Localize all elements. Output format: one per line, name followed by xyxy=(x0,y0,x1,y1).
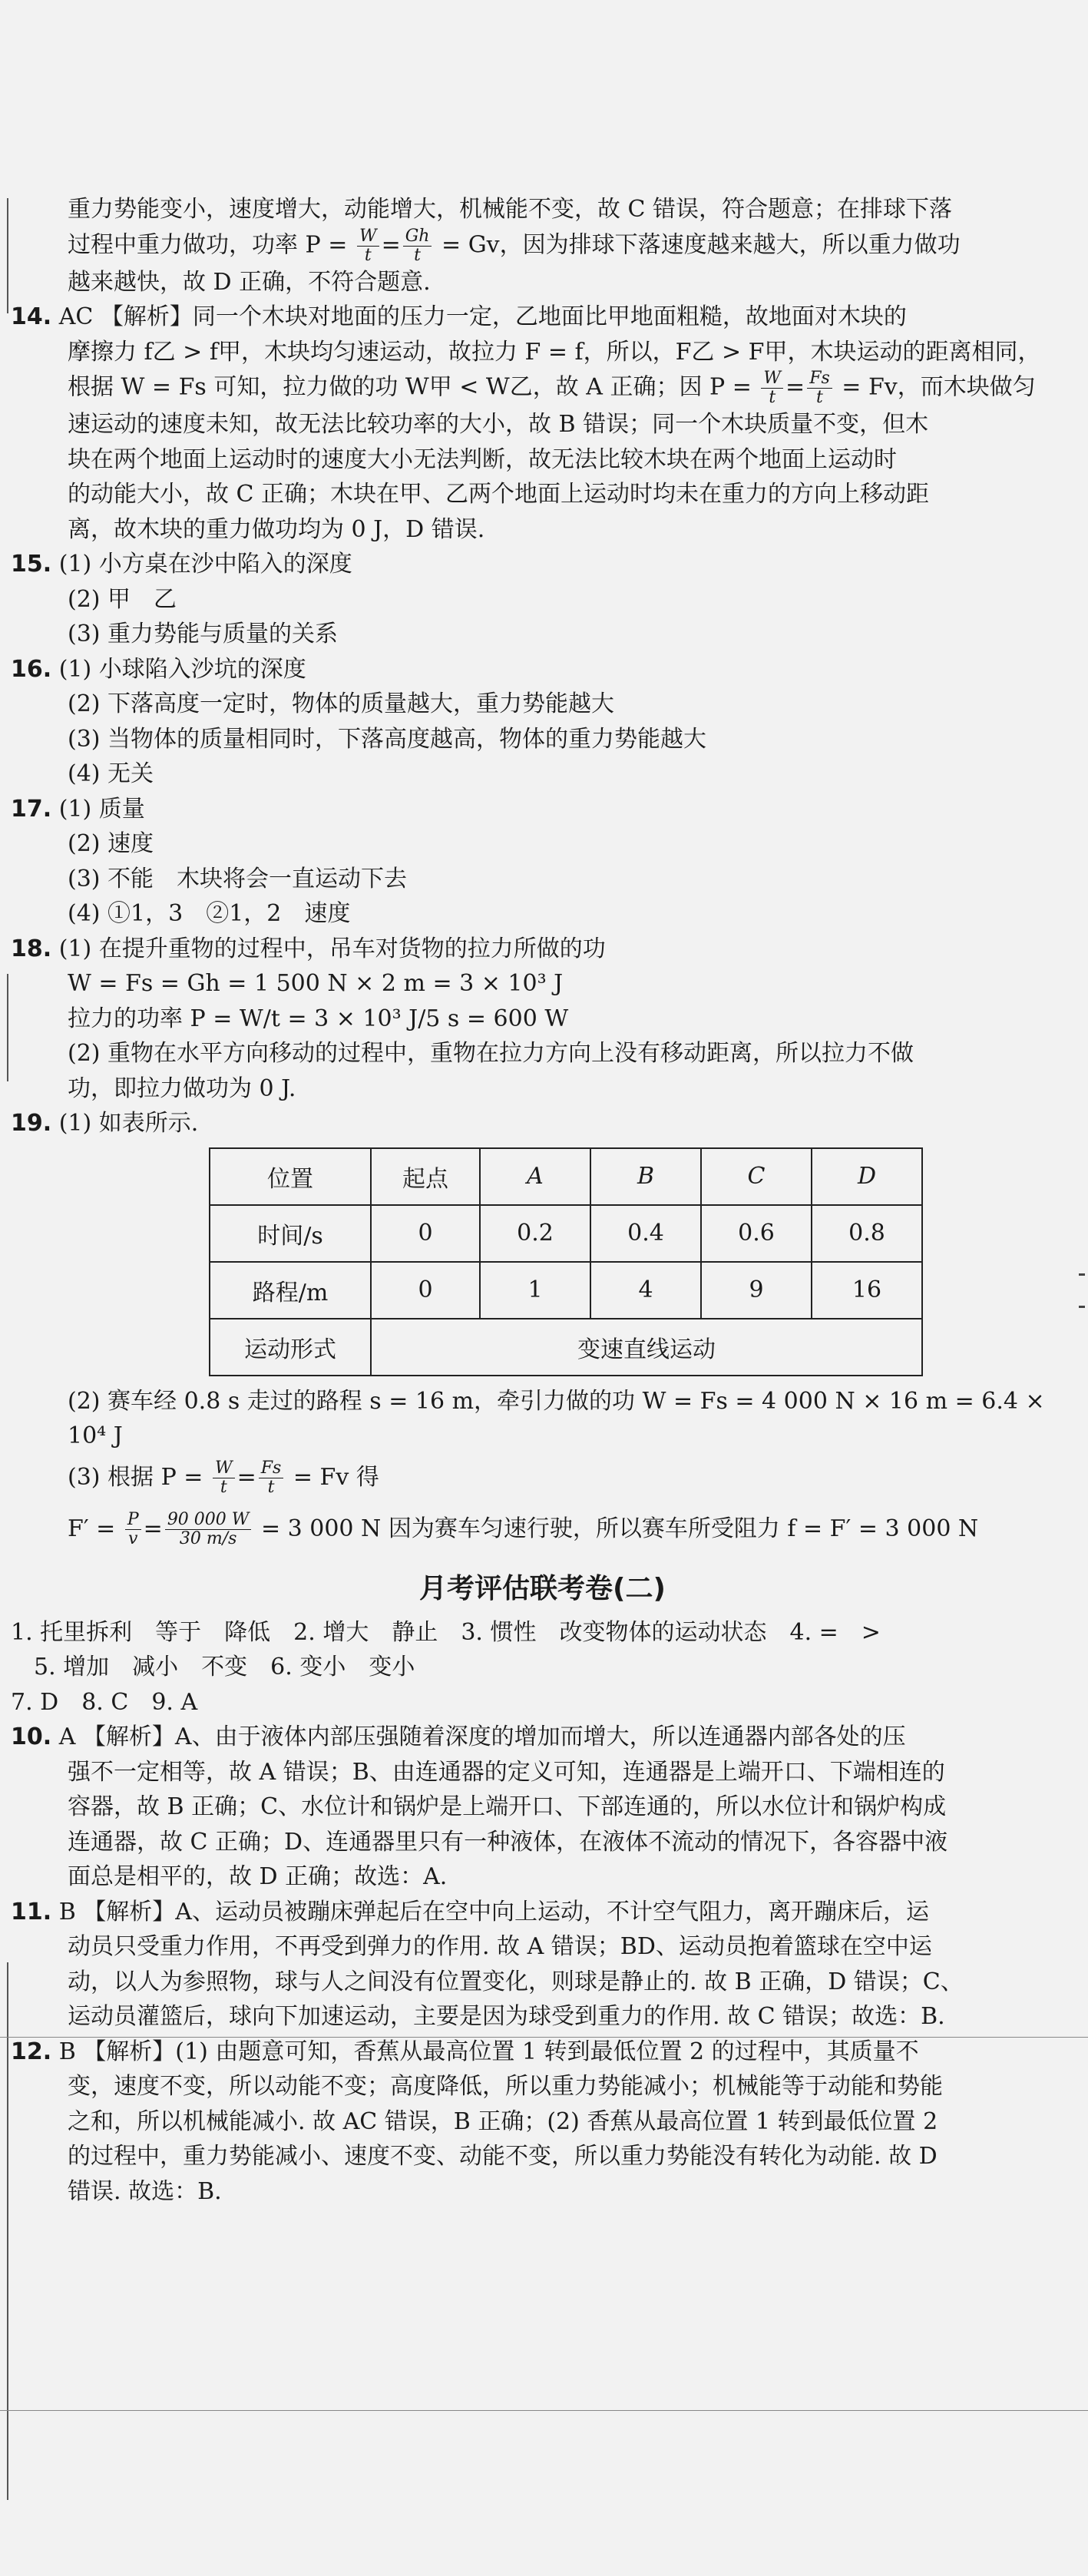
table-row: 运动形式 变速直线运动 xyxy=(210,1319,922,1376)
fraction-p-over-v: $\frac{P}{v}$ xyxy=(125,1511,141,1548)
question-14: 14. AC 【解析】同一个木块对地面的压力一定，乙地面比甲地面粗糙，故地面对木块的 摩擦力 f乙 > f甲，木块均匀速运动，故拉力 F = f，所以，F乙 > F甲，木块运动的距离相同， 根据 W = Fs 可知，拉力做的功 W甲 < W乙，故 A 正确；因 P = $\frac{W}{t}$ = $\frac{Fs}{t}$ = Fv，而木块做匀 速运动的速度未知，故无法比较功率的大小，故 B 错误；同一个木块质量不变，但木 块在两个地面上运动时的速度大小无法判断，故无法比较木块在两个地面上运动时 的动能大小，故 C 正确；木块在甲、乙两个地面上运动时均未在重力的方向上移动距 离，故木块的重力做功均为 0 J，D 错误. xyxy=(11,303,1041,543)
binding-margin-line xyxy=(7,1962,8,2500)
fraction-fs-over-t: $\frac{Fs}{t}$ xyxy=(807,369,832,407)
question-16: 16. (1) 小球陷入沙坑的深度 (2) 下落高度一定时，物体的质量越大，重力势能越大 (3) 当物体的质量相同时，下落高度越高，物体的重力势能越大 (4) 无关 xyxy=(11,655,707,787)
question-number: 12. xyxy=(11,2038,52,2065)
fold-line xyxy=(0,2410,1088,2411)
fraction-w-over-t: $\frac{W}{t}$ xyxy=(761,369,783,407)
section-title: 月考评估联考卷(二) xyxy=(419,1572,666,1604)
table-header-row: 位置 起点 A B C D xyxy=(210,1148,922,1205)
question-number: 18. xyxy=(11,935,52,962)
question-19: 19. (1) 如表所示. 位置 起点 A B C D 时间/s 0 0.2 0.4 0.6 0.8 路程/m 0 1 4 9 16 运动形式 变速直线运动 (2) 赛车经 0.8 s 走过的路程 s = 16 m，牵引力做的功 W = Fs = 4 000 N × 16 m = 6.4 × 10⁴ J (3) 根据 P = $\frac{W}{t}$ = $\frac{Fs}{t}$ = Fv 得 F′ = $\frac{P}{v}$ = $\frac{90 000 W}{30 m/s}$ = 3 000 N 因为赛车匀速行驶，所以赛车所受阻力 f = F′ = 3 000 N xyxy=(11,1110,1045,1548)
q13-continuation-line: 重力势能变小，速度增大，动能增大，机械能不变，故 C 错误，符合题意；在排球下落 xyxy=(68,196,953,223)
question-18: 18. (1) 在提升重物的过程中，吊车对货物的拉力所做的功 W = Fs = Gh = 1 500 N × 2 m = 3 × 10³ J 拉力的功率 P = W/t = 3 × 10³ J/5 s = 600 W (2) 重物在水平方向移动的过程中，重物在拉力方向上没有移动距离，所以拉力不做 功，即拉力做功为 0 J. xyxy=(11,935,914,1102)
edge-tick xyxy=(1079,1273,1085,1276)
fraction-fs-over-t: $\frac{Fs}{t}$ xyxy=(259,1459,284,1497)
table-row: 路程/m 0 1 4 9 16 xyxy=(210,1262,922,1319)
question-number: 16. xyxy=(11,655,52,683)
fraction-force-calc: $\frac{90 000 W}{30 m/s}$ xyxy=(165,1511,252,1548)
question-11: 11. B 【解析】A、运动员被蹦床弹起后在空中向上运动，不计空气阻力，离开蹦床后，运 动员只受重力作用，不再受到弹力的作用. 故 A 错误；BD、运动员抱着篮球在空中运 动，以人为参照物，球与人之间没有位置变化，则球是静止的. 故 B 正确，D 错误；C、 运动员灌篮后，球向下加速运动，主要是因为球受到重力的作用. 故 C 错误；故选：B. xyxy=(11,1898,964,2030)
fraction-w-over-t: $\frac{W}{t}$ xyxy=(213,1459,235,1497)
motion-data-table xyxy=(209,1147,923,1376)
q13-continuation-line: 过程中重力做功，功率 P = $\frac{W}{t}$ = $\frac{Gh}{t}$ = Gv，因为排球下落速度越来越大，所以重力做功 xyxy=(68,226,961,265)
question-number: 14. xyxy=(11,303,52,330)
question-number: 15. xyxy=(11,551,52,578)
binding-margin-line xyxy=(7,974,8,1081)
question-number: 10. xyxy=(11,1723,52,1750)
fraction-w-over-t: $\frac{W}{t}$ xyxy=(357,227,379,265)
question-15: 15. (1) 小方桌在沙中陷入的深度 (2) 甲 乙 (3) 重力势能与质量的关系 xyxy=(11,551,352,647)
question-12: 12. B 【解析】(1) 由题意可知，香蕉从最高位置 1 转到最低位置 2 的过程中，其质量不 变，速度不变，所以动能不变；高度降低，所以重力势能减小；机械能等于动能和势能 之和，所以机械能减小. 故 AC 错误，B 正确；(2) 香蕉从最高位置 1 转到最低位置 2 的过程中，重力势能减小、速度不变、动能不变，所以重力势能没有转化为动能. 故 D 错误. 故选：B. xyxy=(11,2038,943,2205)
question-number: 17. xyxy=(11,795,52,823)
question-number: 19. xyxy=(11,1110,52,1137)
question-number: 11. xyxy=(11,1898,52,1925)
answer-content xyxy=(11,192,1074,2209)
question-17: 17. (1) 质量 (2) 速度 (3) 不能 木块将会一直运动下去 (4) ①1，3 ②1，2 速度 xyxy=(11,795,408,927)
question-10: 10. A 【解析】A、由于液体内部压强随着深度的增加而增大，所以连通器内部各处的压 强不一定相等，故 A 错误；B、由连通器的定义可知，连通器是上端开口、下端相连的 容器，故 B 正确；C、水位计和锅炉是上端开口、下部连通的，所以水位计和锅炉构成 连通器，故 C 正确；D、连通器里只有一种液体，在液体不流动的情况下，各容器中液 面总是相平的，故 D 正确；故选：A. xyxy=(11,1723,948,1890)
q13-continuation-line: 越来越快，故 D 正确，不符合题意. xyxy=(68,268,431,296)
table-row: 时间/s 0 0.2 0.4 0.6 0.8 xyxy=(210,1205,922,1262)
fraction-gh-over-t: $\frac{Gh}{t}$ xyxy=(403,227,432,265)
edge-tick xyxy=(1079,1306,1085,1308)
binding-margin-line xyxy=(7,198,8,313)
fill-in-answers: 1. 托里拆利 等于 降低 2. 增大 静止 3. 惯性 改变物体的运动状态 4. = > 5. 增加 减小 不变 6. 变小 变小 7. D 8. C 9. A xyxy=(11,1618,881,1716)
